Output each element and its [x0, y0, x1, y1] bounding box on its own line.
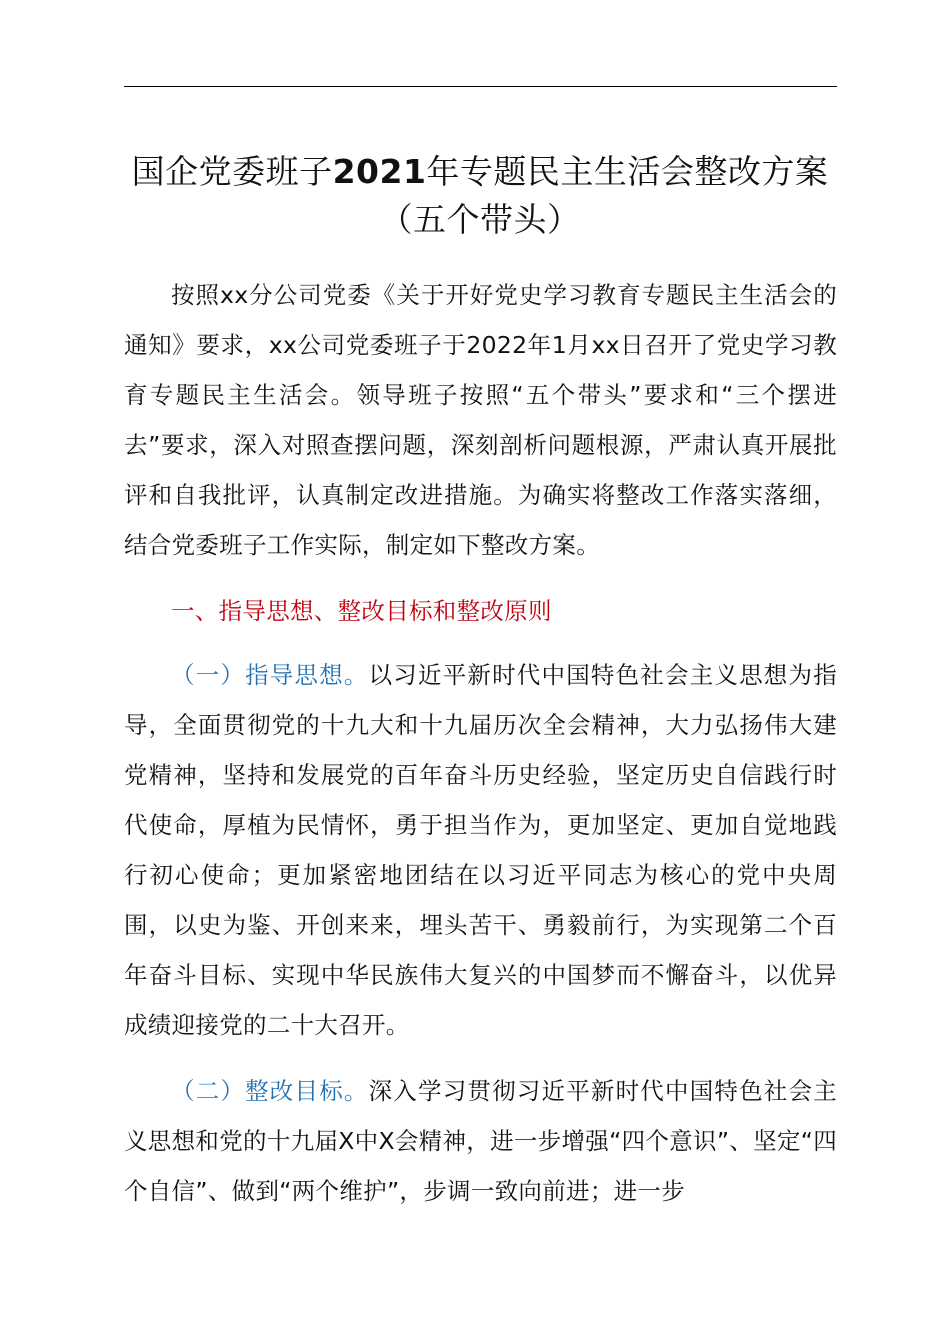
header-rule [124, 86, 837, 87]
section-heading-1: 一、指导思想、整改目标和整改原则 [171, 597, 552, 625]
title-year: 2021 [332, 152, 427, 191]
document-body [124, 270, 837, 1216]
document-title [115, 148, 845, 244]
section-body-guiding-ideology: 以习近平新时代中国特色社会主义思想为指导，全面贯彻党的十九大和十九届历次全会精神，大力弘扬伟大建党精神，坚持和发展党的百年奋斗历史经验，坚定历史自信践行时代使命，厚植为民情怀，勇于担当作为，更加坚定、更加自觉地践行初心使命；更加紧密地团结在以习近平同志为核心的党中央周围，以史为鉴、开创来来，埋头苦干、勇毅前行，为实现第二个百年奋斗目标、实现中华民族伟大复兴的中国梦而不懈奋斗，以优异成绩迎接党的二十大召开。 [124, 661, 838, 1039]
title-part-1: 国企党委班子 [131, 152, 333, 191]
section-guiding-ideology [124, 650, 837, 1050]
intro-paragraph: 按照xx分公司党委《关于开好党史学习教育专题民主生活会的通知》要求，xx公司党委班子于2022年1月xx日召开了党史学习教育专题民主生活会。领导班子按照“五个带头”要求和“三个摆进去”要求，深入对照查摆问题，深刻剖析问题根源，严肃认真开展批评和自我批评，认真制定改进措施。为确实将整改工作落实落细，结合党委班子工作实际，制定如下整改方案。 [124, 281, 837, 559]
section-lead-guiding-ideology: （一）指导思想。 [171, 661, 369, 689]
section-rectification-goal [124, 1066, 837, 1216]
title-part-2: 年专题民主生活会整改方案（五个带头） [379, 152, 829, 239]
section-body-rectification-goal: 深入学习贯彻习近平新时代中国特色社会主义思想和党的十九届X中X会精神，进一步增强“四个意识”、坚定“四个自信”、做到“两个维护”，步调一致向前进；进一步 [124, 1077, 838, 1205]
section-lead-rectification-goal: （二）整改目标。 [171, 1077, 369, 1105]
